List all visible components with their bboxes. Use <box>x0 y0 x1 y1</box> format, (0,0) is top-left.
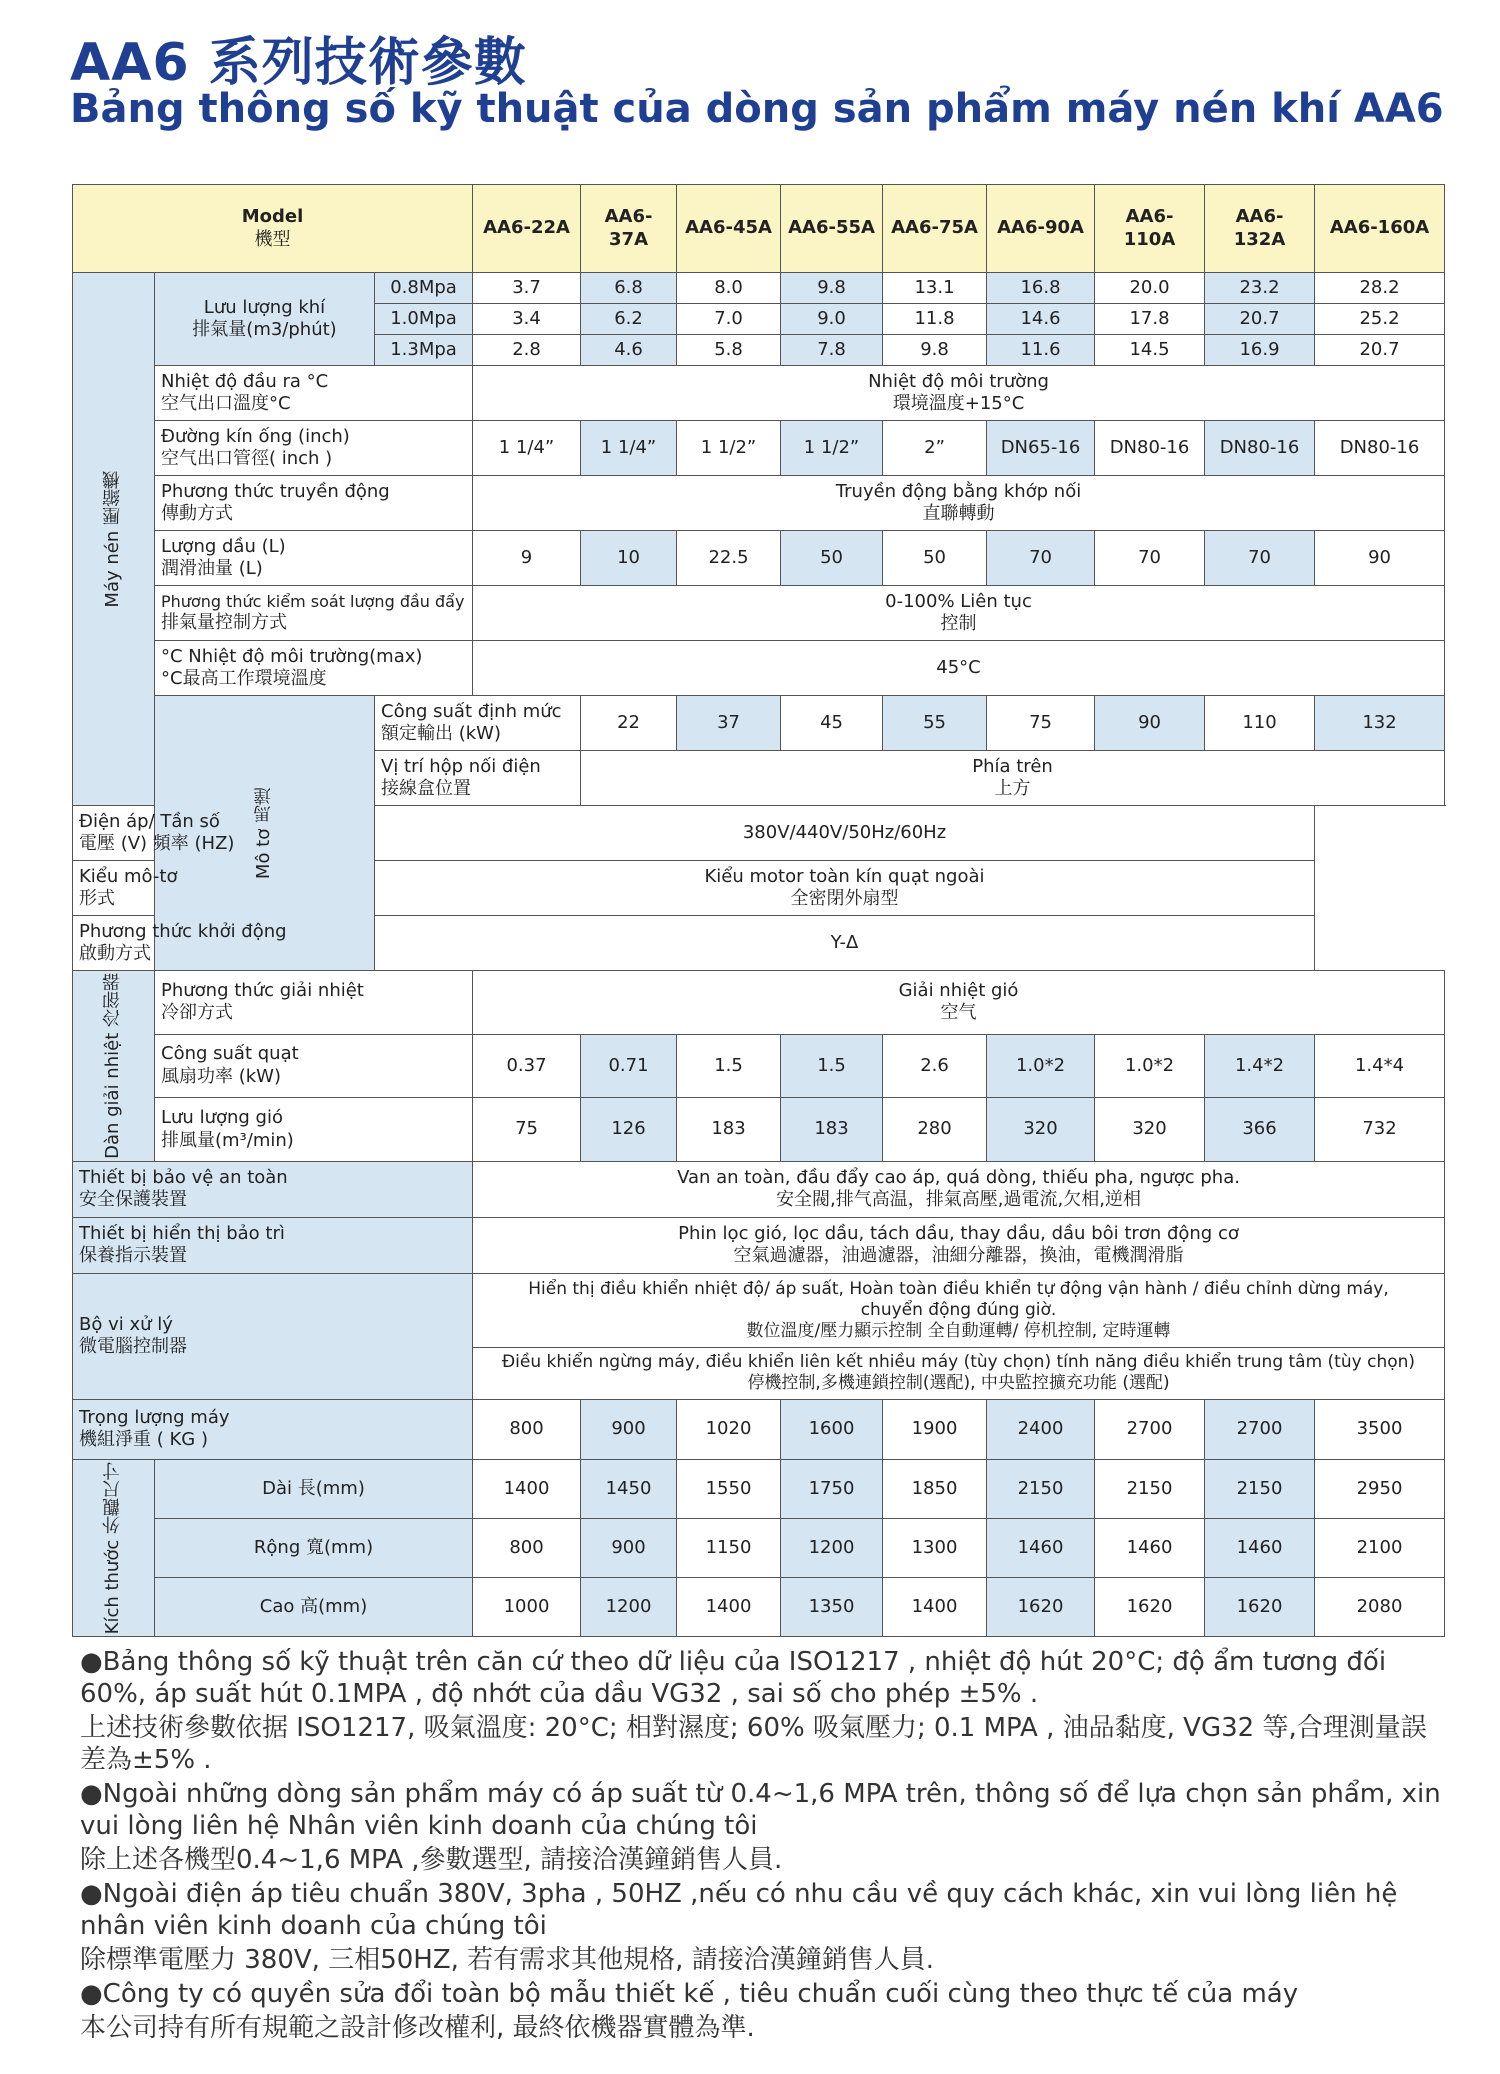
fan-power-label: Công suất quạt 風扇功率 (kW) <box>155 1034 473 1098</box>
width-value: 900 <box>581 1519 677 1578</box>
fan-power-value: 2.6 <box>883 1034 987 1098</box>
power-value: 55 <box>883 696 987 751</box>
airflow-value: 75 <box>473 1098 581 1162</box>
flow-value: 20.7 <box>1205 304 1315 335</box>
flow-value: 9.8 <box>781 273 883 304</box>
weight-value: 2700 <box>1095 1399 1205 1459</box>
ambient-label: °C Nhiệt độ môi trường(max) °C最高工作環境溫度 <box>155 641 473 696</box>
fan-power-value: 1.4*2 <box>1205 1034 1315 1098</box>
airflow-value: 732 <box>1315 1098 1445 1162</box>
oil-value: 90 <box>1315 531 1445 586</box>
fan-power-value: 1.5 <box>677 1034 781 1098</box>
width-value: 1460 <box>1095 1519 1205 1578</box>
motor-type-value: Kiểu motor toàn kín quạt ngoài 全密閉外扇型 <box>375 861 1315 916</box>
flow-value: 3.4 <box>473 304 581 335</box>
note-line: 除標準電壓力 380V, 三相50HZ, 若有需求其他規格, 請接洽漢鐘銷售人員. <box>80 1945 934 1975</box>
length-value: 2150 <box>987 1459 1095 1518</box>
oil-value: 70 <box>1205 531 1315 586</box>
flow-value: 17.8 <box>1095 304 1205 335</box>
flow-value: 20.0 <box>1095 273 1205 304</box>
power-value: 37 <box>677 696 781 751</box>
fan-power-value: 0.71 <box>581 1034 677 1098</box>
height-value: 1400 <box>677 1578 781 1637</box>
power-value: 22 <box>581 696 677 751</box>
flow-value: 14.5 <box>1095 335 1205 366</box>
length-value: 1400 <box>473 1459 581 1518</box>
note-line: ●Ngoài điện áp tiêu chuẩn 380V, 3pha , 50HZ ,nếu có nhu cầu về quy cách khác, xin vui lòng liên hệ nhân viên kinh doanh của chúng tôi <box>80 1879 1398 1941</box>
flow-value: 25.2 <box>1315 304 1445 335</box>
height-label: Cao 高(mm) <box>155 1578 473 1637</box>
voltage-value: 380V/440V/50Hz/60Hz <box>375 806 1315 861</box>
flow-value: 20.7 <box>1315 335 1445 366</box>
model-cell: AA6-110A <box>1095 185 1205 273</box>
outlet-temp-label: Nhiệt độ đầu ra °C 空气出口溫度°C <box>155 366 473 421</box>
fan-power-value: 1.5 <box>781 1034 883 1098</box>
model-header: Model 機型 <box>73 185 473 273</box>
oil-value: 10 <box>581 531 677 586</box>
height-value: 1350 <box>781 1578 883 1637</box>
start-value: Y-Δ <box>375 916 1315 971</box>
ambient-value: 45°C <box>473 641 1445 696</box>
weight-value: 3500 <box>1315 1399 1445 1459</box>
width-value: 1460 <box>1205 1519 1315 1578</box>
flow-value: 7.0 <box>677 304 781 335</box>
group-compressor: Máy nén 壓縮機 <box>73 273 155 806</box>
weight-value: 800 <box>473 1399 581 1459</box>
model-cell: AA6-22A <box>473 185 581 273</box>
model-cell: AA6-75A <box>883 185 987 273</box>
safety-label: Thiết bị bảo vệ an toàn 安全保護裝置 <box>73 1161 473 1217</box>
length-value: 2150 <box>1205 1459 1315 1518</box>
cooling-method-label: Phương thức giải nhiệt 冷卻方式 <box>155 971 473 1035</box>
note-line: ●Ngoài những dòng sản phẩm máy có áp suất từ 0.4~1,6 MPA trên, thông số để lựa chọn sản phẩm, xin vui lòng liên hệ Nhân viên kinh doanh của chúng tôi <box>80 1779 1441 1841</box>
motor-type-label: Kiểu mô-tơ 形式 <box>73 861 375 916</box>
length-value: 1850 <box>883 1459 987 1518</box>
oil-value: 70 <box>1095 531 1205 586</box>
drive-value: Truyền động bằng khớp nối 直聯轉動 <box>473 476 1445 531</box>
model-cell: AA6-37A <box>581 185 677 273</box>
pipe-value: DN65-16 <box>987 421 1095 476</box>
weight-value: 1020 <box>677 1399 781 1459</box>
flow-value: 16.8 <box>987 273 1095 304</box>
width-value: 1460 <box>987 1519 1095 1578</box>
flow-value: 7.8 <box>781 335 883 366</box>
height-value: 1620 <box>1205 1578 1315 1637</box>
flow-value: 14.6 <box>987 304 1095 335</box>
flow-value: 11.8 <box>883 304 987 335</box>
weight-value: 2700 <box>1205 1399 1315 1459</box>
airflow-value: 320 <box>987 1098 1095 1162</box>
model-cell: AA6-132A <box>1205 185 1315 273</box>
airflow-value: 183 <box>677 1098 781 1162</box>
power-label: Công suất định mức 額定輸出 (kW) <box>375 696 581 751</box>
airflow-label: Lưu lượng gió 排風量(m³/min) <box>155 1098 473 1162</box>
power-value: 90 <box>1095 696 1205 751</box>
pipe-value: DN80-16 <box>1095 421 1205 476</box>
flow-value: 23.2 <box>1205 273 1315 304</box>
pipe-value: 1 1/4” <box>473 421 581 476</box>
power-value: 132 <box>1315 696 1445 751</box>
length-value: 1450 <box>581 1459 677 1518</box>
drive-label: Phương thức truyền động 傳動方式 <box>155 476 473 531</box>
model-cell: AA6-160A <box>1315 185 1445 273</box>
micro-value-1: Hiển thị điều khiển nhiệt độ/ áp suất, Hoàn toàn điều khiển tự động vận hành / điều chỉnh dừng máy, chuyển động đúng giờ. 數位溫度/壓力顯示控制 全自動運轉/ 停机控制, 定時運轉 <box>473 1273 1445 1347</box>
model-cell: AA6-45A <box>677 185 781 273</box>
fan-power-value: 1.0*2 <box>987 1034 1095 1098</box>
outlet-temp-value: Nhiệt độ môi trường 環境溫度+15°C <box>473 366 1445 421</box>
cooling-method-value: Giải nhiệt gió 空气 <box>473 971 1445 1035</box>
model-cell: AA6-90A <box>987 185 1095 273</box>
weight-value: 1600 <box>781 1399 883 1459</box>
pipe-value: 1 1/2” <box>677 421 781 476</box>
maintenance-value: Phin lọc gió, lọc dầu, tách dầu, thay dầu, dầu bôi trơn động cơ 空氣過濾器，油過濾器，油細分離器，換油，電機潤滑脂 <box>473 1217 1445 1273</box>
oil-value: 50 <box>883 531 987 586</box>
flow-value: 5.8 <box>677 335 781 366</box>
page-title-zh: AA6 系列技術參數 <box>70 33 527 93</box>
flow-value: 2.8 <box>473 335 581 366</box>
pipe-label: Đường kín ống (inch) 空气出口管徑( inch ) <box>155 421 473 476</box>
oil-label: Lượng dầu (L) 潤滑油量 (L) <box>155 531 473 586</box>
airflow-value: 183 <box>781 1098 883 1162</box>
height-value: 1200 <box>581 1578 677 1637</box>
flow-value: 28.2 <box>1315 273 1445 304</box>
voltage-label: Điện áp/ Tần số 電壓 (V) 頻率 (HZ) <box>73 806 375 861</box>
height-value: 1000 <box>473 1578 581 1637</box>
fan-power-value: 0.37 <box>473 1034 581 1098</box>
airflow-value: 280 <box>883 1098 987 1162</box>
micro-value-2: Điều khiển ngừng máy, điều khiển liên kết nhiều máy (tùy chọn) tính năng điều khiển trung tâm (tùy chọn) 停機控制,多機連鎖控制(選配), 中央監控擴充功能 (選配) <box>473 1347 1445 1399</box>
oil-value: 70 <box>987 531 1095 586</box>
note-line: ●Công ty có quyền sửa đổi toàn bộ mẫu thiết kế , tiêu chuẩn cuối cùng theo thực tế của máy <box>80 1979 1299 2009</box>
flow-value: 13.1 <box>883 273 987 304</box>
flow-value: 9.8 <box>883 335 987 366</box>
flow-value: 3.7 <box>473 273 581 304</box>
junction-label: Vị trí hộp nối điện 接線盒位置 <box>375 751 581 806</box>
weight-label: Trọng lượng máy 機組淨重 ( KG ) <box>73 1399 473 1459</box>
micro-label: Bộ vi xử lý 微電腦控制器 <box>73 1273 473 1399</box>
height-value: 2080 <box>1315 1578 1445 1637</box>
model-cell: AA6-55A <box>781 185 883 273</box>
width-value: 1150 <box>677 1519 781 1578</box>
weight-value: 900 <box>581 1399 677 1459</box>
width-value: 800 <box>473 1519 581 1578</box>
group-motor: Mô tơ 馬達 <box>155 696 375 971</box>
flow-value: 11.6 <box>987 335 1095 366</box>
width-value: 2100 <box>1315 1519 1445 1578</box>
safety-value: Van an toàn, đầu đẩy cao áp, quá dòng, thiếu pha, ngược pha. 安全閥,排气高温，排氣高壓,過電流,欠相,逆相 <box>473 1161 1445 1217</box>
group-dimensions: Kích thước 外觀尺寸 <box>73 1459 155 1636</box>
fan-power-value: 1.0*2 <box>1095 1034 1205 1098</box>
junction-value: Phía trên 上方 <box>581 751 1445 806</box>
flow-label: Lưu lượng khí 排氣量(m3/phút) <box>155 273 375 366</box>
power-value: 75 <box>987 696 1095 751</box>
notes-section <box>80 1646 1450 2046</box>
flow-value: 4.6 <box>581 335 677 366</box>
control-label: Phương thức kiểm soát lượng đầu đẩy 排氣量控制方式 <box>155 586 473 641</box>
power-value: 45 <box>781 696 883 751</box>
airflow-value: 366 <box>1205 1098 1315 1162</box>
pressure-label: 0.8Mpa <box>375 273 473 304</box>
airflow-value: 126 <box>581 1098 677 1162</box>
length-value: 2950 <box>1315 1459 1445 1518</box>
note-line: 除上述各機型0.4~1,6 MPA ,參數選型, 請接洽漢鐘銷售人員. <box>80 1845 783 1875</box>
fan-power-value: 1.4*4 <box>1315 1034 1445 1098</box>
width-value: 1300 <box>883 1519 987 1578</box>
page-title-vi: Bảng thông số kỹ thuật của dòng sản phẩm máy nén khí AA6 <box>70 86 1444 132</box>
length-label: Dài 長(mm) <box>155 1459 473 1518</box>
pipe-value: 1 1/2” <box>781 421 883 476</box>
pressure-label: 1.0Mpa <box>375 304 473 335</box>
width-label: Rộng 寬(mm) <box>155 1519 473 1578</box>
oil-value: 22.5 <box>677 531 781 586</box>
maintenance-label: Thiết bị hiển thị bảo trì 保養指示裝置 <box>73 1217 473 1273</box>
oil-value: 50 <box>781 531 883 586</box>
height-value: 1400 <box>883 1578 987 1637</box>
group-cooling: Dàn giải nhiệt 冷卻器 <box>73 971 155 1162</box>
length-value: 2150 <box>1095 1459 1205 1518</box>
flow-value: 16.9 <box>1205 335 1315 366</box>
flow-value: 6.2 <box>581 304 677 335</box>
length-value: 1750 <box>781 1459 883 1518</box>
power-value: 110 <box>1205 696 1315 751</box>
pipe-value: DN80-16 <box>1205 421 1315 476</box>
note-line: 本公司持有所有規範之設計修改權利, 最終依機器實體為準. <box>80 2013 755 2043</box>
airflow-value: 320 <box>1095 1098 1205 1162</box>
height-value: 1620 <box>1095 1578 1205 1637</box>
oil-value: 9 <box>473 531 581 586</box>
weight-value: 2400 <box>987 1399 1095 1459</box>
pressure-label: 1.3Mpa <box>375 335 473 366</box>
length-value: 1550 <box>677 1459 781 1518</box>
flow-value: 8.0 <box>677 273 781 304</box>
flow-value: 9.0 <box>781 304 883 335</box>
control-value: 0-100% Liên tục 控制 <box>473 586 1445 641</box>
pipe-value: 2” <box>883 421 987 476</box>
note-line: ●Bảng thông số kỹ thuật trên căn cứ theo dữ liệu của ISO1217 , nhiệt độ hút 20°C; độ ẩm tương đối 60%, áp suất hút 0.1MPA , độ nhớt của dầu VG32 , sai số cho phép ±5% . <box>80 1647 1387 1709</box>
note-line: 上述技術參數依据 ISO1217, 吸氣溫度: 20°C; 相對濕度; 60% 吸氣壓力; 0.1 MPA , 油品黏度, VG32 等,合理測量誤差為±5% . <box>80 1713 1427 1775</box>
flow-value: 6.8 <box>581 273 677 304</box>
width-value: 1200 <box>781 1519 883 1578</box>
start-label: Phương thức khởi động 啟動方式 <box>73 916 375 971</box>
pipe-value: 1 1/4” <box>581 421 677 476</box>
pipe-value: DN80-16 <box>1315 421 1445 476</box>
height-value: 1620 <box>987 1578 1095 1637</box>
weight-value: 1900 <box>883 1399 987 1459</box>
spec-table <box>72 184 1445 1637</box>
